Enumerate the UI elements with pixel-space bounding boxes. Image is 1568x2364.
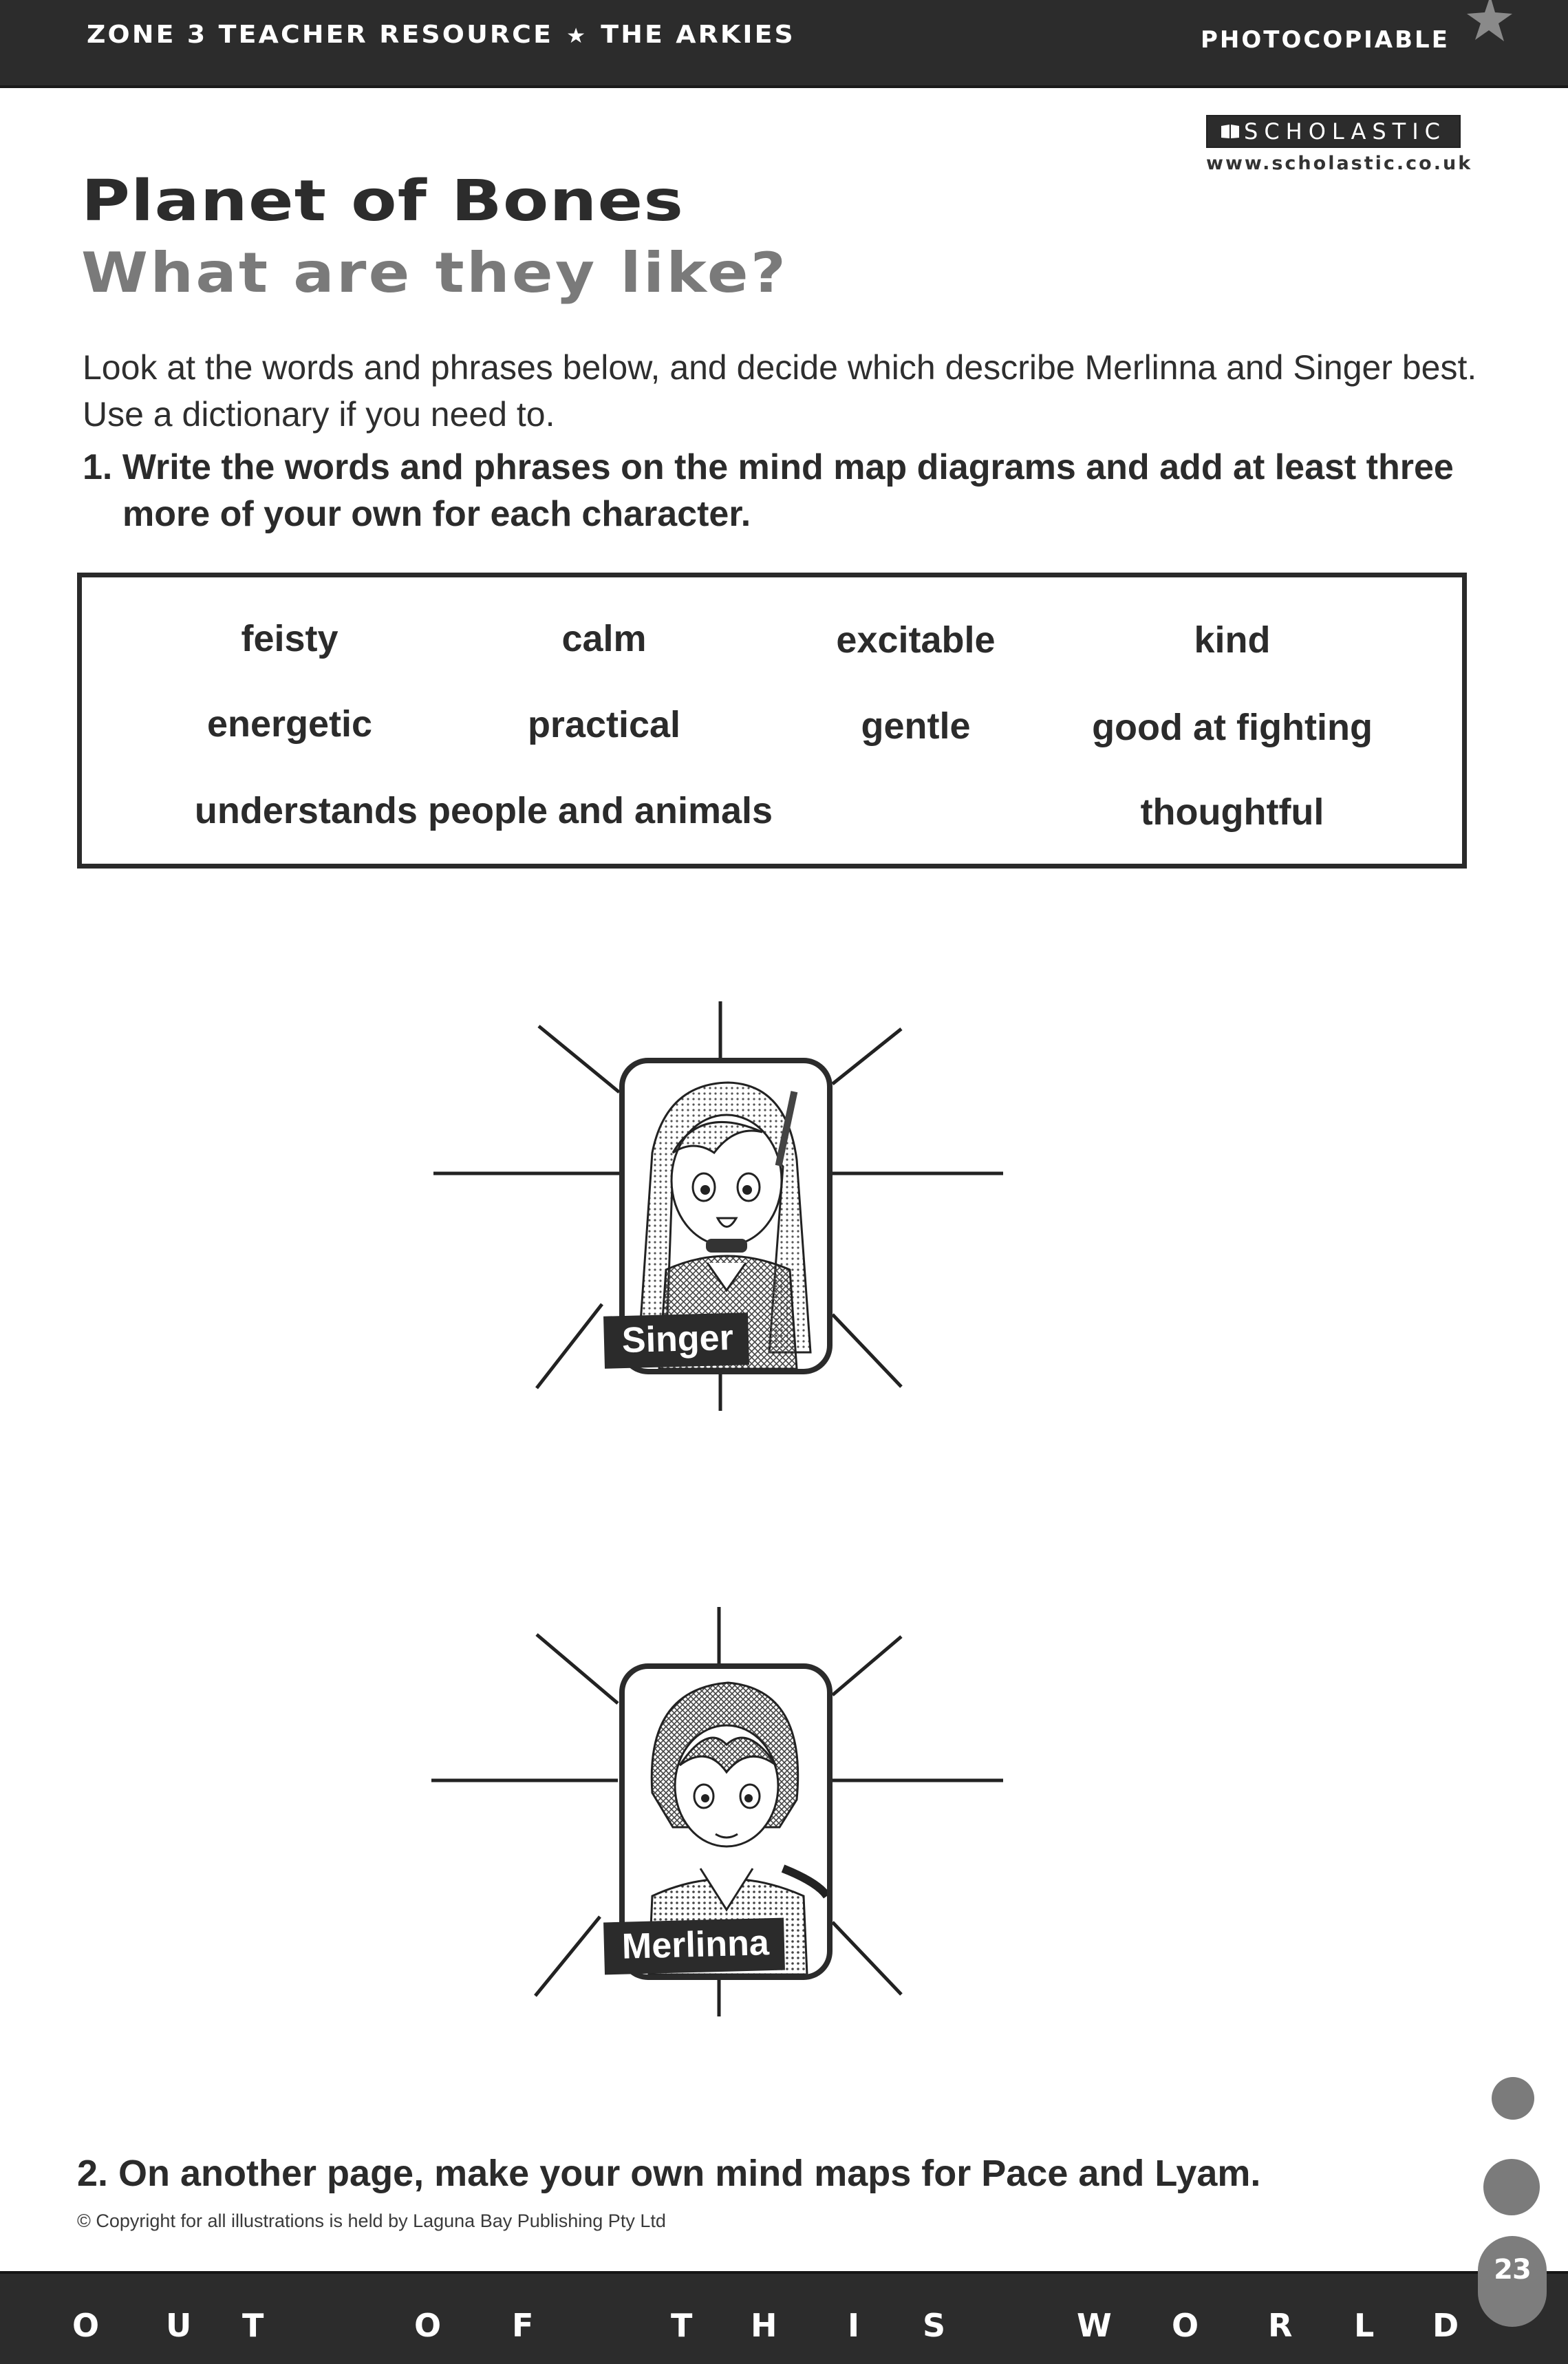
word-item: calm: [561, 618, 647, 659]
book-icon: [1221, 124, 1240, 139]
tagline-letter: L: [1354, 2307, 1375, 2344]
word-item: kind: [1194, 619, 1271, 661]
instruction-1: 1. Write the words and phrases on the mind map diagrams and add at least three more of your own for each character.: [83, 447, 1454, 534]
name-tag-singer: Singer: [603, 1312, 749, 1368]
mind-map-singer: [0, 1001, 1568, 1428]
tagline-letter: T: [671, 2307, 693, 2344]
tagline-letter: D: [1432, 2307, 1459, 2344]
tagline-letter: S: [923, 2307, 946, 2344]
tagline-letter: O: [414, 2307, 442, 2344]
logo-text: SCHOLASTIC: [1244, 118, 1446, 145]
page-subtitle: What are they like?: [81, 241, 788, 305]
word-item: practical: [527, 704, 681, 745]
decorative-dot-icon: [1483, 2159, 1540, 2215]
series-header: [87, 21, 795, 49]
word-item: energetic: [206, 703, 373, 745]
series-label: ZONE 3 TEACHER RESOURCE: [87, 21, 554, 49]
copyright-notice: © Copyright for all illustrations is held by Laguna Bay Publishing Pty Ltd: [77, 2211, 666, 2231]
tagline-letter: I: [848, 2307, 860, 2344]
word-item: good at fighting: [1092, 707, 1373, 748]
word-item: understands people and animals: [194, 790, 773, 831]
tagline-letter: W: [1077, 2307, 1112, 2344]
page-title: Planet of Bones: [81, 169, 685, 234]
book-label: THE ARKIES: [601, 21, 795, 49]
tagline-letter: O: [1172, 2307, 1199, 2344]
mind-map-merlinna: [0, 1607, 1568, 2034]
tagline-letter: H: [751, 2307, 777, 2344]
page-number-badge: 23: [1478, 2236, 1547, 2327]
photocopiable-label: PHOTOCOPIABLE: [1201, 26, 1450, 54]
word-item: feisty: [241, 618, 339, 659]
star-separator-icon: ★: [566, 24, 588, 48]
word-item: thoughtful: [1140, 791, 1324, 833]
scholastic-logo: [1206, 115, 1461, 148]
tagline-letter: T: [242, 2307, 264, 2344]
instruction-2: 2. On another page, make your own mind maps for Pace and Lyam.: [77, 2153, 1261, 2194]
decorative-dot-icon: [1492, 2077, 1534, 2120]
intro-text: Look at the words and phrases below, and decide which describe Merlinna and Singer best. Use a dictionary if you need to.: [83, 348, 1477, 434]
publisher-url[interactable]: www.scholastic.co.uk: [1206, 153, 1473, 174]
footer-tagline: [72, 2307, 1483, 2348]
word-item: gentle: [861, 705, 971, 747]
tagline-letter: F: [512, 2307, 534, 2344]
name-tag-merlinna: Merlinna: [603, 1918, 785, 1975]
tagline-letter: R: [1268, 2307, 1293, 2344]
word-item: excitable: [836, 619, 996, 661]
word-bank-box: [77, 573, 1467, 869]
tagline-letter: U: [166, 2307, 192, 2344]
star-icon: [1464, 0, 1512, 48]
tagline-letter: O: [72, 2307, 100, 2344]
